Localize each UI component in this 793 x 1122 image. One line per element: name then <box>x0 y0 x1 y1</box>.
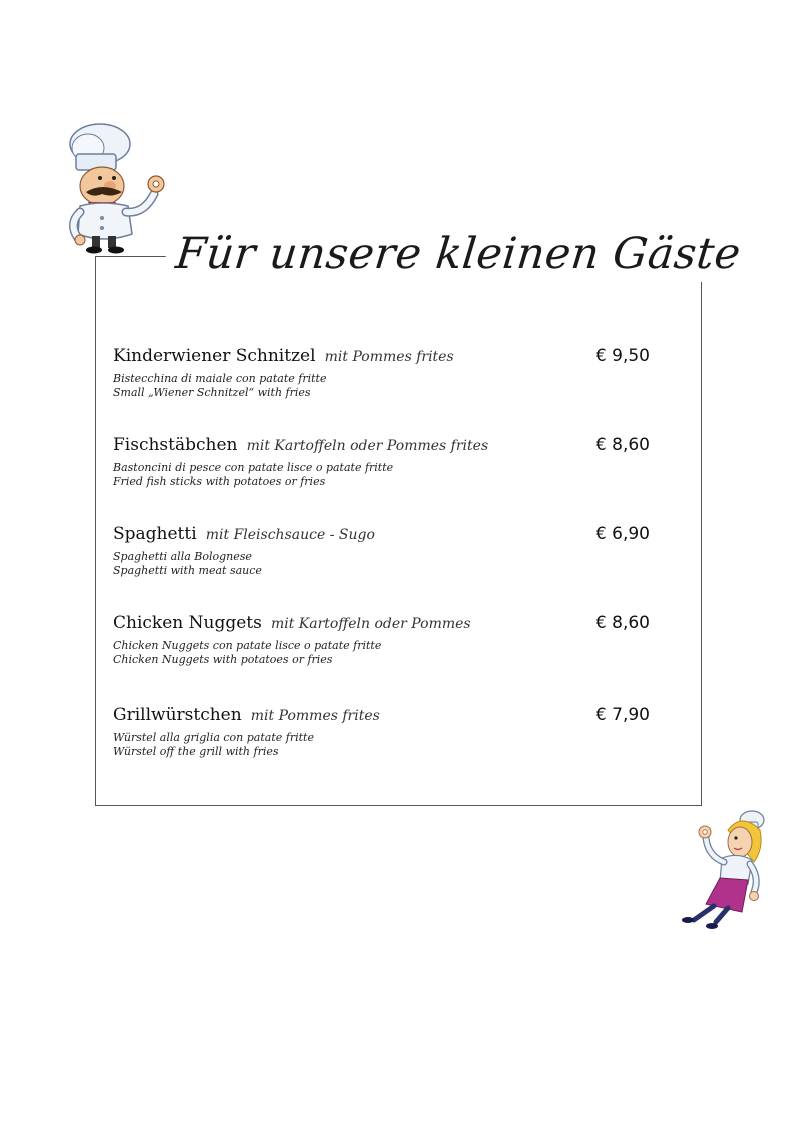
menu-item <box>113 346 653 400</box>
item-name: Chicken Nuggets <box>113 613 262 633</box>
item-price: € 8,60 <box>595 435 650 455</box>
menu-item <box>113 705 653 759</box>
item-price: € 9,50 <box>595 346 650 366</box>
item-name: Grillwürstchen <box>113 705 242 725</box>
item-side: mit Fleischsauce - Sugo <box>205 527 375 543</box>
item-name: Fischstäbchen <box>113 435 238 455</box>
menu-item <box>113 435 653 489</box>
item-desc-it: Bastoncini di pesce con patate lisce o patate fritte <box>113 461 394 474</box>
item-desc-en: Spaghetti with meat sauce <box>113 564 262 577</box>
item-desc-it: Bistecchina di maiale con patate fritte <box>113 372 327 385</box>
item-price: € 8,60 <box>595 613 650 633</box>
menu-item <box>113 524 653 578</box>
item-desc-it: Spaghetti alla Bolognese <box>113 550 252 563</box>
item-name: Spaghetti <box>113 524 197 544</box>
item-desc-en: Chicken Nuggets with potatoes or fries <box>113 653 333 666</box>
item-desc-it: Würstel alla griglia con patate fritte <box>113 731 314 744</box>
male-chef-icon <box>58 122 174 254</box>
item-side: mit Kartoffeln oder Pommes <box>270 616 471 632</box>
item-name: Kinderwiener Schnitzel <box>113 346 316 366</box>
item-desc-en: Fried fish sticks with potatoes or fries <box>113 475 326 488</box>
item-side: mit Pommes frites <box>250 708 380 724</box>
item-side: mit Pommes frites <box>324 349 454 365</box>
item-desc-en: Small „Wiener Schnitzel“ with fries <box>113 386 311 399</box>
menu-item <box>113 613 653 667</box>
item-side: mit Kartoffeln oder Pommes frites <box>246 438 489 454</box>
item-desc-it: Chicken Nuggets con patate lisce o patate fritte <box>113 639 382 652</box>
item-price: € 7,90 <box>595 705 650 725</box>
page-title: Für unsere kleinen Gäste <box>163 226 754 282</box>
item-price: € 6,90 <box>595 524 650 544</box>
female-chef-icon <box>672 808 768 932</box>
item-desc-en: Würstel off the grill with fries <box>113 745 279 758</box>
